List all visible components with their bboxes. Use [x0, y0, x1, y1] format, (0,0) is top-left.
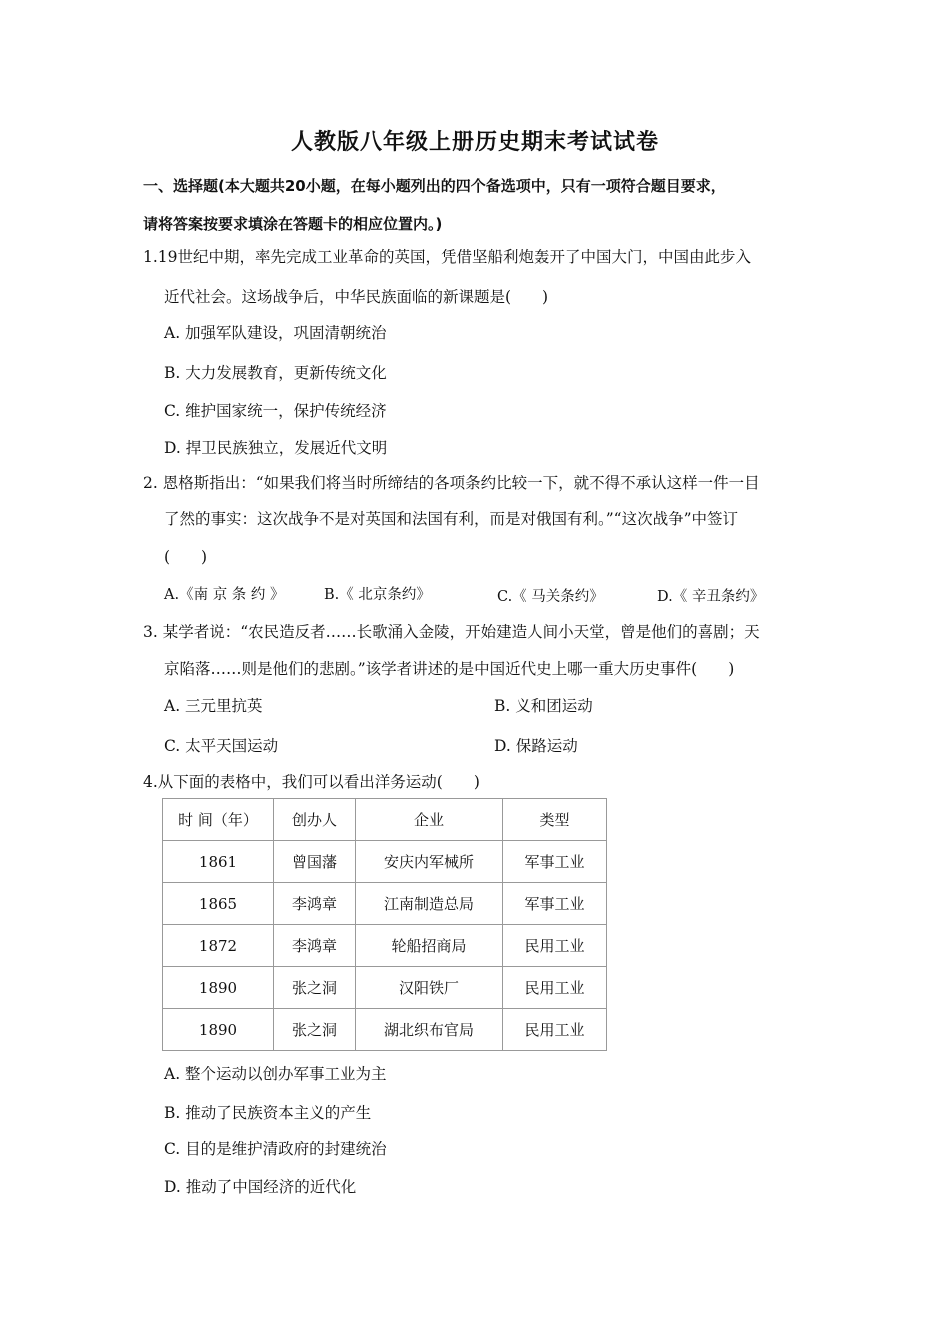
- q2-stem-line3: ( ): [164, 548, 208, 566]
- exam-title: 人教版八年级上册历史期末考试试卷: [290, 130, 659, 155]
- table-cell: 张之洞: [274, 1009, 356, 1051]
- table-row: [163, 841, 607, 883]
- q4-option-a: A. 整个运动以创办军事工业为主: [164, 1065, 387, 1083]
- q4-stem: 4.从下面的表格中，我们可以看出洋务运动( ): [143, 773, 480, 791]
- table-cell: 曾国藩: [274, 841, 356, 883]
- q3-stem-line1: 3. 某学者说：“农民造反者……长歌涌入金陵，开始建造人间小天堂，曾是他们的喜剧；天: [143, 623, 760, 641]
- q4-option-b: B. 推动了民族资本主义的产生: [164, 1104, 372, 1122]
- q3-option-b: B. 义和团运动: [494, 697, 593, 715]
- section-heading-line2: 请将答案按要求填涂在答题卡的相应位置内。): [143, 215, 443, 233]
- table-cell: 1890: [163, 967, 274, 1009]
- q3-stem-line2: 京陷落……则是他们的悲剧。”该学者讲述的是中国近代史上哪一重大历史事件( ): [164, 660, 735, 678]
- q4-option-c: C. 目的是维护清政府的封建统治: [164, 1140, 387, 1158]
- table-header-row: [163, 799, 607, 841]
- table-header-cell: 类型: [503, 799, 607, 841]
- q2-option-c: C.《 马关条约》: [497, 589, 604, 605]
- q4-option-d: D. 推动了中国经济的近代化: [164, 1178, 357, 1196]
- table-cell: 1872: [163, 925, 274, 967]
- table-cell: 民用工业: [503, 925, 607, 967]
- table-cell: 1861: [163, 841, 274, 883]
- table-cell: 安庆内军械所: [356, 841, 503, 883]
- q1-option-c: C. 维护国家统一，保护传统经济: [164, 402, 387, 420]
- table-cell: 民用工业: [503, 967, 607, 1009]
- q2-stem-line1: 2. 恩格斯指出：“如果我们将当时所缔结的各项条约比较一下，就不得不承认这样一件一目: [143, 474, 760, 492]
- q2-stem-line2: 了然的事实：这次战争不是对英国和法国有利，而是对俄国有利。”“这次战争”中签订: [164, 510, 739, 528]
- table-cell: 民用工业: [503, 1009, 607, 1051]
- table-header-cell: 创办人: [274, 799, 356, 841]
- table-header-cell: 企业: [356, 799, 503, 841]
- q1-stem-line2: 近代社会。这场战争后，中华民族面临的新课题是( ): [164, 288, 549, 306]
- table-cell: 江南制造总局: [356, 883, 503, 925]
- q1-option-b: B. 大力发展教育，更新传统文化: [164, 364, 387, 382]
- table-cell: 1865: [163, 883, 274, 925]
- table-cell: 张之洞: [274, 967, 356, 1009]
- q3-option-d: D. 保路运动: [494, 737, 578, 755]
- table-cell: 军事工业: [503, 883, 607, 925]
- q1-stem-line1: 1.19世纪中期，率先完成工业革命的英国，凭借坚船利炮轰开了中国大门，中国由此步入: [143, 248, 752, 266]
- q1-option-d: D. 捍卫民族独立，发展近代文明: [164, 439, 388, 457]
- table-cell: 轮船招商局: [356, 925, 503, 967]
- q1-option-a: A. 加强军队建设，巩固清朝统治: [164, 324, 387, 342]
- table-header-cell: 时 间（年）: [163, 799, 274, 841]
- q3-option-c: C. 太平天国运动: [164, 737, 279, 755]
- q2-option-d: D.《 辛丑条约》: [657, 589, 765, 605]
- table-cell: 湖北织布官局: [356, 1009, 503, 1051]
- q3-option-a: A. 三元里抗英: [164, 697, 263, 715]
- q2-option-b: B.《 北京条约》: [324, 587, 431, 603]
- section-heading-line1: 一、选择题(本大题共20小题，在每小题列出的四个备选项中，只有一项符合题目要求，: [143, 177, 726, 195]
- table-cell: 军事工业: [503, 841, 607, 883]
- table-cell: 李鸿章: [274, 925, 356, 967]
- table-cell: 李鸿章: [274, 883, 356, 925]
- table-row: [163, 925, 607, 967]
- table-row: [163, 883, 607, 925]
- yangwu-enterprises-table: [162, 798, 607, 1051]
- table-row: [163, 1009, 607, 1051]
- table-cell: 汉阳铁厂: [356, 967, 503, 1009]
- table-cell: 1890: [163, 1009, 274, 1051]
- q2-option-a: A.《南 京 条 约 》: [164, 587, 285, 603]
- table-row: [163, 967, 607, 1009]
